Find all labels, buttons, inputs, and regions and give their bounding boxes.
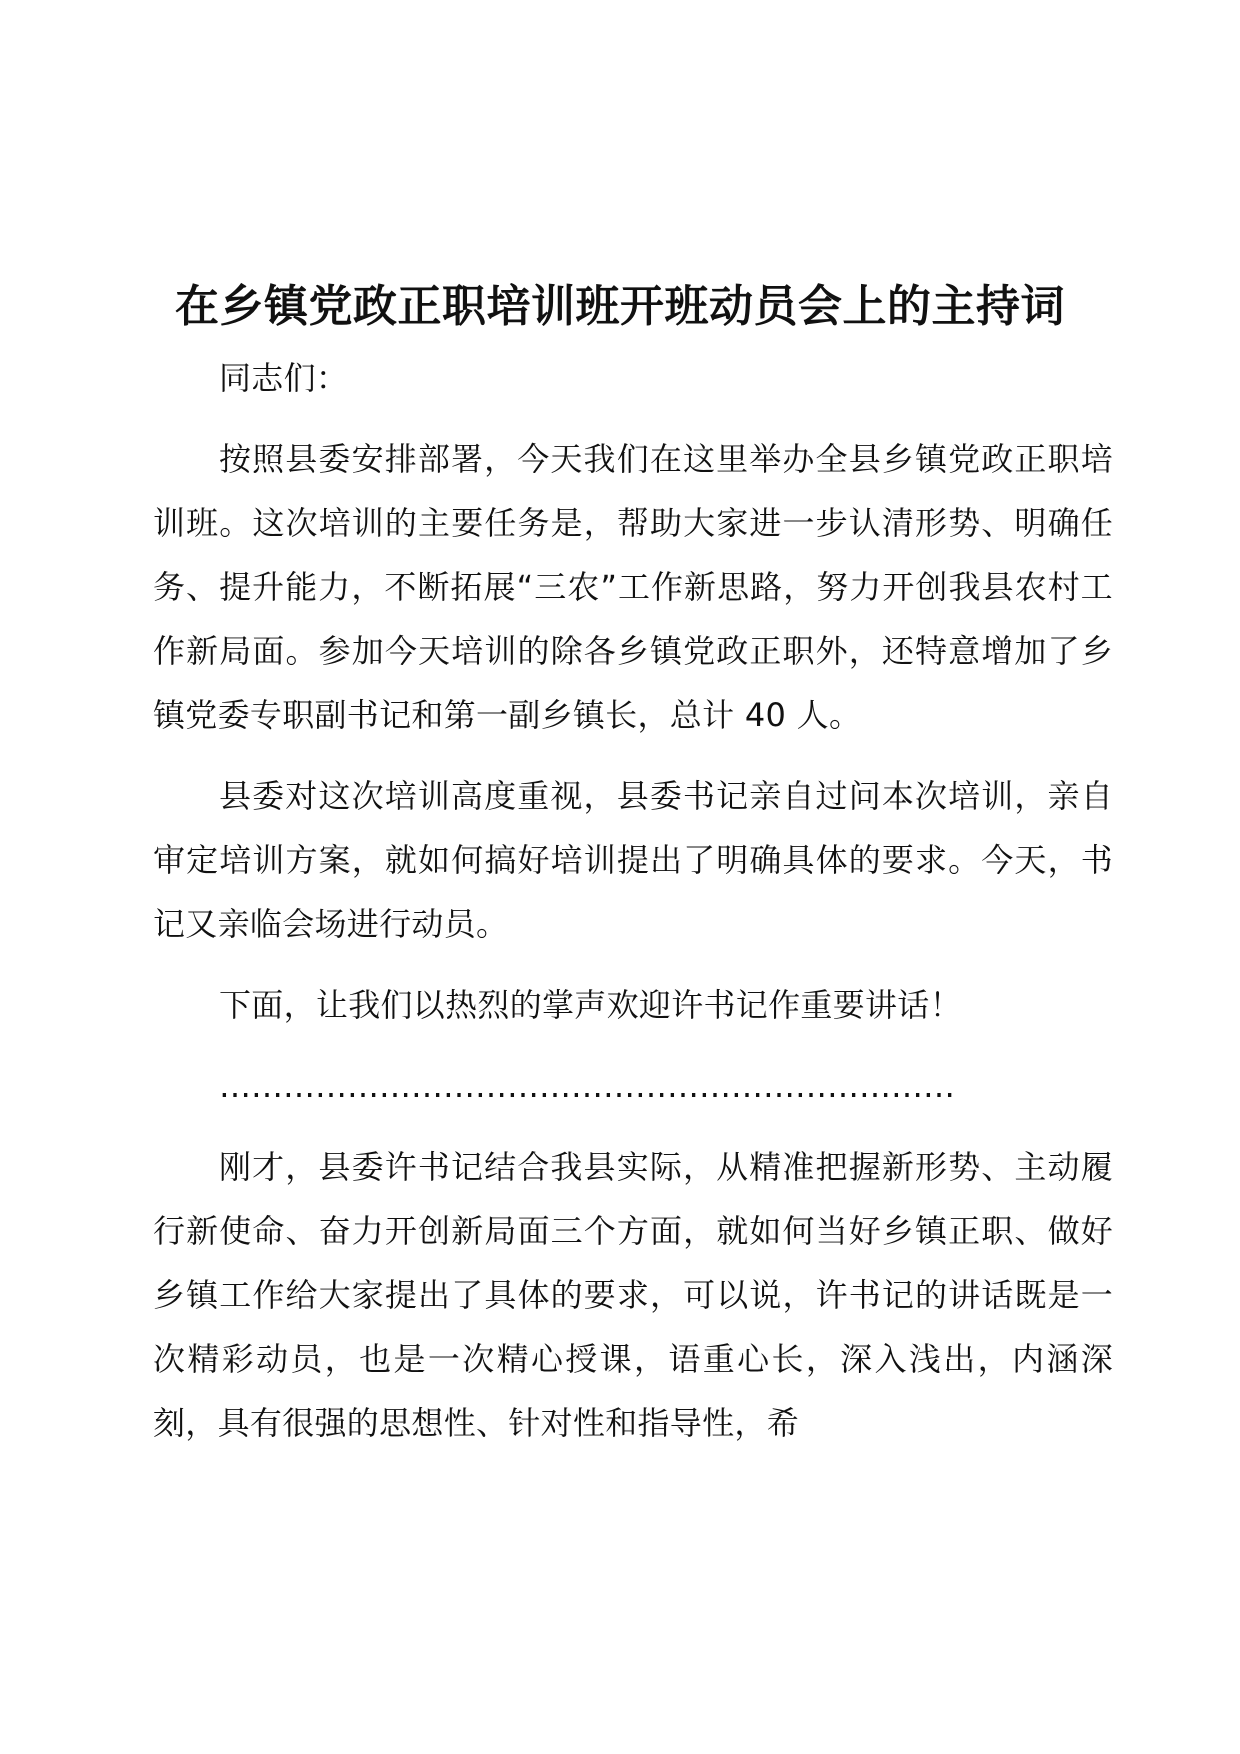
body-paragraph: 按照县委安排部署，今天我们在这里举办全县乡镇党政正职培训班。这次培训的主要任务是，帮助大家进一步认清形势、明确任务、提升能力，不断拓展“三农”工作新思路，努力开创我县农村工作新局面。参加今天培训的除各乡镇党政正职外，还特意增加了乡镇党委专职副书记和第一副乡镇长，总计 40 人。 [153,440,1113,734]
body-paragraph: 刚才，县委许书记结合我县实际，从精准把握新形势、主动履行新使命、奋力开创新局面三个方面，就如何当好乡镇正职、做好乡镇工作给大家提出了具体的要求，可以说，许书记的讲话既是一次精彩动员，也是一次精心授课，语重心长，深入浅出，内涵深刻，具有很强的思想性、针对性和指导性，希 [153,1148,1113,1442]
document-body [153,346,1113,1472]
body-paragraph: 下面，让我们以热烈的掌声欢迎许书记作重要讲话！ [219,986,962,1024]
ellipsis-separator: …………………………………………………………… [219,1067,955,1105]
body-paragraph: 县委对这次培训高度重视，县委书记亲自过问本次培训，亲自审定培训方案，就如何搞好培训提出了明确具体的要求。今天，书记又亲临会场进行动员。 [153,777,1113,943]
document-title: 在乡镇党政正职培训班开班动员会上的主持词 [175,281,1065,333]
salutation-paragraph: 同志们： [219,359,349,397]
